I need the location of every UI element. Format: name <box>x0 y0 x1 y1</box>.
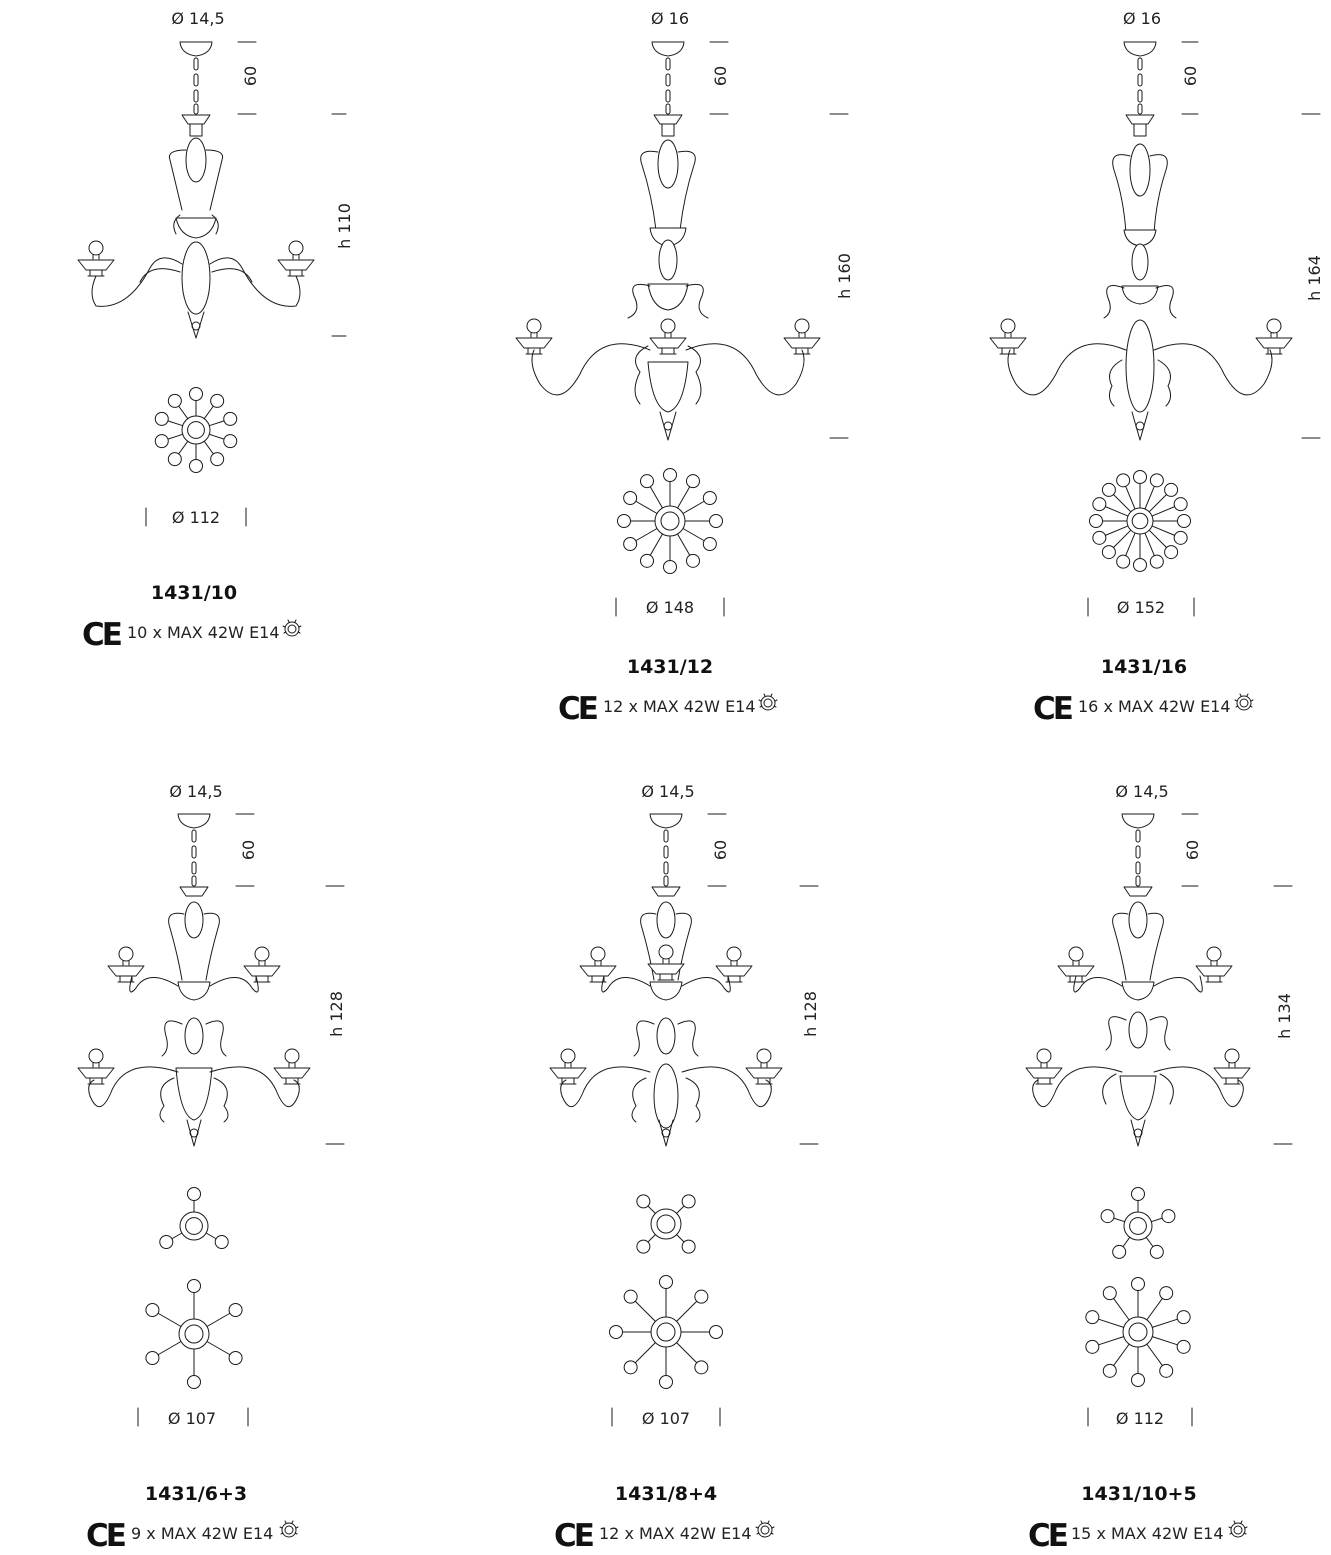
bulb-position <box>1090 515 1103 528</box>
bulb-position <box>215 1236 228 1249</box>
height-label: h 110 <box>335 203 354 249</box>
lamp-spec: 9 x MAX 42W E14 <box>131 1524 274 1543</box>
side-view-drawing <box>516 42 820 440</box>
arm-line <box>1145 533 1154 556</box>
top-view-tier <box>155 388 236 473</box>
bulb-position <box>1102 483 1115 496</box>
arm-line <box>1152 507 1175 516</box>
bulb-position <box>1086 1311 1099 1324</box>
bulb-position <box>1117 555 1130 568</box>
spread-diameter-label: Ø 107 <box>641 1409 691 1428</box>
bulb-position <box>1150 474 1163 487</box>
bulb-position <box>1113 1245 1126 1258</box>
arm-line <box>677 1301 697 1321</box>
bulb-position <box>1093 498 1106 511</box>
bulb-position <box>1102 546 1115 559</box>
top-view-drawing <box>618 469 723 574</box>
bulb-position <box>624 538 637 551</box>
arm-line <box>209 421 224 426</box>
chain-length-label: 60 <box>241 65 260 87</box>
arm-line <box>204 441 213 454</box>
hub-outer-ring <box>1124 1212 1152 1240</box>
bulb-position <box>168 453 181 466</box>
arm-line <box>1151 1218 1162 1222</box>
height-label: h 164 <box>1305 255 1324 301</box>
side-view-drawing <box>1026 814 1250 1146</box>
bulb-position <box>1160 1364 1173 1377</box>
lamp-spec: 10 x MAX 42W E14 <box>127 623 280 642</box>
arm-line <box>678 534 690 555</box>
top-view-tier <box>1101 1188 1175 1259</box>
arm-line <box>206 1233 216 1239</box>
product-1431-12 <box>516 9 854 727</box>
hub-outer-ring <box>1123 1317 1153 1347</box>
bulb-position <box>1177 1340 1190 1353</box>
bulb-position <box>190 460 203 473</box>
arm-line <box>1114 1344 1130 1365</box>
top-view-drawing <box>146 1188 242 1389</box>
arm-line <box>207 1342 230 1355</box>
chain-length-label: 60 <box>1181 65 1200 87</box>
hub-outer-ring <box>179 1319 209 1349</box>
bulb-position <box>624 1290 637 1303</box>
canopy-diameter-label: Ø 14,5 <box>169 782 223 801</box>
ce-mark-icon: CE <box>558 691 596 727</box>
top-view-tier <box>637 1195 695 1253</box>
bulb-position <box>190 388 203 401</box>
bulb-lamp-icon <box>283 620 301 636</box>
bulb-lamp-icon <box>756 1521 774 1537</box>
arm-line <box>168 421 183 426</box>
product-1431-16 <box>990 9 1324 727</box>
bulb-position <box>146 1352 159 1365</box>
height-label: h 160 <box>835 253 854 299</box>
bulb-position <box>637 1240 650 1253</box>
bulb-position <box>695 1361 708 1374</box>
side-view-drawing <box>550 814 782 1146</box>
product-1431-10-5 <box>1026 782 1294 1554</box>
arm-line <box>1099 1337 1124 1345</box>
arm-line <box>648 1235 655 1242</box>
bulb-position <box>1101 1210 1114 1223</box>
height-label: h 134 <box>1275 993 1294 1039</box>
canopy-diameter-label: Ø 14,5 <box>641 782 695 801</box>
model-number: 1431/8+4 <box>614 1483 718 1505</box>
top-view-tier <box>1090 471 1191 572</box>
bulb-position <box>224 412 237 425</box>
arm-line <box>1105 507 1128 516</box>
canopy-diameter-label: Ø 16 <box>1122 9 1162 28</box>
arm-line <box>207 1313 230 1326</box>
bulb-position <box>224 435 237 448</box>
hub-outer-ring <box>180 1212 208 1240</box>
arm-line <box>179 406 188 419</box>
bulb-position <box>682 1240 695 1253</box>
arm-line <box>683 529 704 541</box>
arm-line <box>683 501 704 513</box>
canopy-diameter-label: Ø 14,5 <box>1115 782 1169 801</box>
arm-line <box>678 487 690 508</box>
side-view-drawing <box>78 42 314 338</box>
bulb-position <box>710 515 723 528</box>
bulb-position <box>664 469 677 482</box>
bulb-position <box>1178 515 1191 528</box>
spread-diameter-label: Ø 152 <box>1116 598 1166 617</box>
bulb-position <box>155 435 168 448</box>
bulb-lamp-icon <box>759 694 777 710</box>
chain-length-label: 60 <box>1183 839 1202 861</box>
arm-line <box>635 1343 655 1363</box>
arm-line <box>1123 1237 1130 1246</box>
top-view-drawing <box>1090 471 1191 572</box>
height-label: h 128 <box>801 991 820 1037</box>
top-view-tier <box>1086 1278 1190 1387</box>
bulb-position <box>1150 555 1163 568</box>
top-view-tier <box>146 1280 242 1389</box>
arm-line <box>1146 1237 1153 1246</box>
bulb-position <box>188 1280 201 1293</box>
arm-line <box>648 1206 655 1213</box>
bulb-position <box>703 492 716 505</box>
bulb-position <box>188 1188 201 1201</box>
arm-line <box>1105 526 1128 535</box>
bulb-position <box>618 515 631 528</box>
bulb-position <box>1086 1340 1099 1353</box>
lamp-spec: 12 x MAX 42W E14 <box>603 697 756 716</box>
canopy-diameter-label: Ø 16 <box>650 9 690 28</box>
ce-mark-icon: CE <box>1028 1518 1066 1554</box>
bulb-position <box>624 1361 637 1374</box>
ce-mark-icon: CE <box>82 617 120 653</box>
bulb-position <box>641 554 654 567</box>
top-view-tier <box>610 1276 723 1389</box>
arm-line <box>1149 530 1166 547</box>
arm-line <box>204 406 213 419</box>
bulb-position <box>211 394 224 407</box>
bulb-position <box>1117 474 1130 487</box>
ce-mark-icon: CE <box>1033 691 1071 727</box>
arm-line <box>179 441 188 454</box>
spread-diameter-label: Ø 112 <box>171 508 221 527</box>
arm-line <box>1126 533 1135 556</box>
bulb-position <box>687 554 700 567</box>
height-label: h 128 <box>327 991 346 1037</box>
bulb-position <box>1174 498 1187 511</box>
arm-line <box>650 487 662 508</box>
spread-diameter-label: Ø 112 <box>1115 1409 1165 1428</box>
arm-line <box>1114 1218 1125 1222</box>
side-view-drawing <box>78 814 310 1146</box>
bulb-position <box>687 475 700 488</box>
arm-line <box>158 1313 181 1326</box>
bulb-position <box>1134 559 1147 572</box>
arm-line <box>1114 1298 1130 1319</box>
bulb-position <box>624 492 637 505</box>
bulb-lamp-icon <box>280 1521 298 1537</box>
arm-line <box>1147 1298 1163 1319</box>
arm-line <box>158 1342 181 1355</box>
top-view-tier <box>160 1188 228 1249</box>
bulb-position <box>1165 483 1178 496</box>
arm-line <box>1152 526 1175 535</box>
arm-line <box>636 501 657 513</box>
model-number: 1431/16 <box>1100 656 1188 678</box>
arm-line <box>1152 1337 1177 1345</box>
bulb-position <box>1150 1245 1163 1258</box>
bulb-position <box>1162 1210 1175 1223</box>
bulb-position <box>660 1276 673 1289</box>
side-view-drawing <box>990 42 1292 440</box>
arm-line <box>1152 1319 1177 1327</box>
bulb-position <box>1177 1311 1190 1324</box>
arm-line <box>172 1233 182 1239</box>
arm-line <box>168 434 183 439</box>
model-number: 1431/6+3 <box>144 1483 248 1505</box>
model-number: 1431/10+5 <box>1081 1483 1197 1505</box>
bulb-position <box>229 1304 242 1317</box>
lamp-spec: 15 x MAX 42W E14 <box>1071 1524 1224 1543</box>
chain-length-label: 60 <box>711 65 730 87</box>
top-view-tier <box>618 469 723 574</box>
product-1431-8-4 <box>550 782 820 1554</box>
ce-mark-icon: CE <box>554 1518 592 1554</box>
bulb-position <box>188 1376 201 1389</box>
bulb-position <box>641 475 654 488</box>
product-1431-10 <box>78 9 354 653</box>
bulb-position <box>146 1304 159 1317</box>
bulb-position <box>1132 1188 1145 1201</box>
bulb-position <box>660 1376 673 1389</box>
canopy-diameter-label: Ø 14,5 <box>171 9 225 28</box>
bulb-position <box>1132 1278 1145 1291</box>
chain-length-label: 60 <box>711 839 730 861</box>
arm-line <box>1099 1319 1124 1327</box>
spread-diameter-label: Ø 148 <box>645 598 695 617</box>
ce-mark-icon: CE <box>86 1518 124 1554</box>
bulb-position <box>710 1326 723 1339</box>
bulb-position <box>211 453 224 466</box>
bulb-position <box>610 1326 623 1339</box>
bulb-position <box>229 1352 242 1365</box>
bulb-position <box>1134 471 1147 484</box>
bulb-position <box>1093 531 1106 544</box>
arm-line <box>1113 494 1130 511</box>
arm-line <box>677 1235 684 1242</box>
arm-line <box>209 434 224 439</box>
bulb-position <box>664 561 677 574</box>
arm-line <box>1147 1344 1163 1365</box>
arm-line <box>1149 494 1166 511</box>
arm-line <box>636 529 657 541</box>
bulb-position <box>703 538 716 551</box>
bulb-position <box>168 394 181 407</box>
top-view-drawing <box>610 1195 723 1389</box>
lamp-spec: 16 x MAX 42W E14 <box>1078 697 1231 716</box>
arm-line <box>1126 486 1135 509</box>
bulb-position <box>1160 1287 1173 1300</box>
arm-line <box>677 1343 697 1363</box>
arm-line <box>1113 530 1130 547</box>
lamp-spec: 12 x MAX 42W E14 <box>599 1524 752 1543</box>
arm-line <box>1145 486 1154 509</box>
bulb-lamp-icon <box>1235 694 1253 710</box>
bulb-position <box>155 412 168 425</box>
top-view-drawing <box>155 388 236 473</box>
hub-outer-ring <box>655 506 685 536</box>
arm-line <box>635 1301 655 1321</box>
bulb-position <box>1103 1364 1116 1377</box>
bulb-position <box>1174 531 1187 544</box>
top-view-drawing <box>1086 1188 1190 1387</box>
product-1431-6-3 <box>78 782 346 1554</box>
bulb-position <box>1165 546 1178 559</box>
spread-diameter-label: Ø 107 <box>167 1409 217 1428</box>
hub-outer-ring <box>182 416 210 444</box>
bulb-position <box>1103 1287 1116 1300</box>
bulb-position <box>695 1290 708 1303</box>
model-number: 1431/12 <box>626 656 714 678</box>
bulb-position <box>1132 1374 1145 1387</box>
model-number: 1431/10 <box>150 582 238 604</box>
chain-length-label: 60 <box>239 839 258 861</box>
bulb-position <box>160 1236 173 1249</box>
arm-line <box>677 1206 684 1213</box>
bulb-position <box>637 1195 650 1208</box>
bulb-lamp-icon <box>1229 1521 1247 1537</box>
arm-line <box>650 534 662 555</box>
bulb-position <box>682 1195 695 1208</box>
